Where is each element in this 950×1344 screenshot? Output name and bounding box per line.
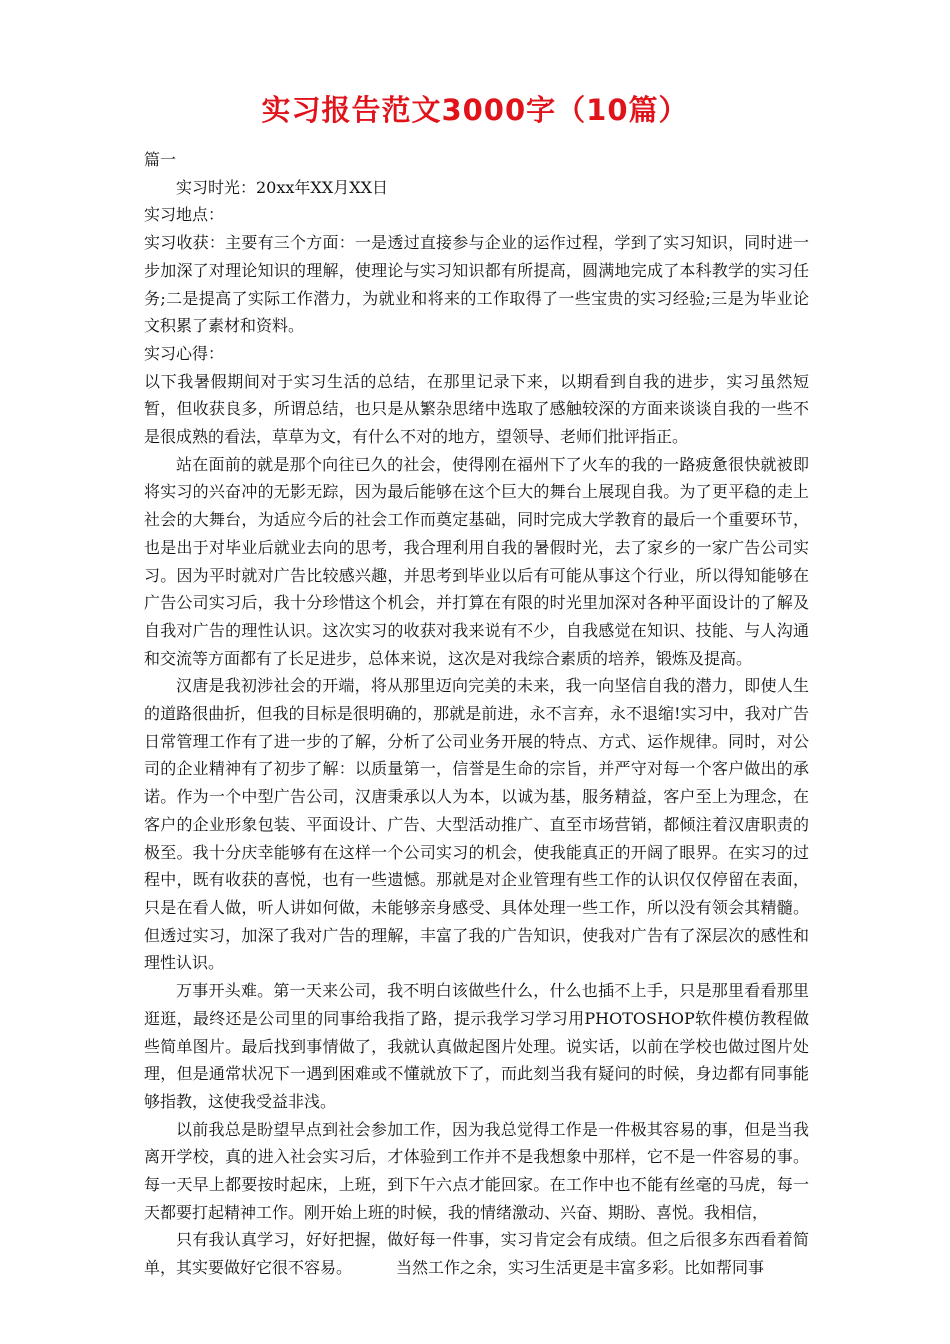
field-internship-gains: 实习收获：主要有三个方面：一是透过直接参与企业的运作过程，学到了实习知识，同时进一步加深了对理论知识的理解，使理论与实习知识都有所提高，圆满地完成了本科教学的实习任务;二是提高了实际工作潜力，为就业和将来的工作取得了一些宝贵的实习经验;三是为毕业论文积累了素材和资料。 — [144, 233, 809, 336]
document-title: 实习报告范文3000字（10篇） — [261, 93, 689, 127]
paragraph-expectation: 以前我总是盼望早点到社会参加工作，因为我总觉得工作是一件极其容易的事，但是当我离开学校，真的进入社会实习后，才体验到工作并不是我想象中那样，它不是一件容易的事。每一天早上都要按时起床，上班，到下午六点才能回家。在工作中也不能有丝毫的马虎，每一天都要打起精神工作。刚开始上班的时候，我的情绪激动、兴奋、期盼、喜悦。我相信， — [144, 1119, 809, 1222]
paragraph-final-part2: 当然工作之余，实习生活更是丰富多彩。比如帮同事 — [396, 1258, 765, 1278]
field-experience-label: 实习心得： — [144, 343, 225, 363]
paragraph-first-day: 万事开头难。第一天来公司，我不明白该做些什么，什么也插不上手，只是那里看看那里逛逛，最终还是公司里的同事给我指了路，提示我学习学习用PHOTOSHOP软件模仿教程做些简单图片。最后找到事情做了，我就认真做起图片处理。说实话，以前在学校也做过图片处理，但是通常状况下一遇到困难或不懂就放下了，而此刻当我有疑问的时候，身边都有同事能够指教，这使我受益非浅。 — [144, 981, 809, 1111]
paragraph-summary: 以下我暑假期间对于实习生活的总结，在那里记录下来，以期看到自我的进步，实习虽然短暂，但收获良多，所谓总结，也只是从繁杂思绪中选取了感触较深的方面来谈谈自我的一些不是很成熟的看法，草草为文，有什么不对的地方，望领导、老师们批评指正。 — [144, 371, 809, 447]
section-label: 篇一 — [144, 150, 177, 169]
paragraph-final-part1: 只有我认真学习，好好把握，做好每一件事，实习肯定会有成绩。但之后很多东西看着简单，其实要做好它很不容易。 — [144, 1230, 809, 1278]
paragraph-society: 站在面前的就是那个向往已久的社会，使得刚在福州下了火车的我的一路疲惫很快就被即将实习的兴奋冲的无影无踪，因为最后能够在这个巨大的舞台上展现自我。为了更平稳的走上社会的大舞台，为适应今后的社会工作而奠定基础，同时完成大学教育的最后一个重要环节，也是出于对毕业后就业去向的思考，我合理利用自我的暑假时光，去了家乡的一家广告公司实习。因为平时就对广告比较感兴趣，并思考到毕业以后有可能从事这个行业，所以得知能够在广告公司实习后，我十分珍惜这个机会，并打算在有限的时光里加深对各种平面设计的了解及自我对广告的理性认识。这次实习的收获对我来说有不少，自我感觉在知识、技能、与人沟通和交流等方面都有了长足进步，总体来说，这次是对我综合素质的培养，锻炼及提高。 — [144, 454, 809, 668]
paragraph-hantang: 汉唐是我初涉社会的开端，将从那里迈向完美的未来，我一向坚信自我的潜力，即使人生的道路很曲折，但我的目标是很明确的，那就是前进，永不言弃，永不退缩!实习中，我对广告日常管理工作有了进一步的了解，分析了公司业务开展的特点、方式、运作规律。同时，对公司的企业精神有了初步了解：以质量第一，信誉是生命的宗旨，并严守对每一个客户做出的承诺。作为一个中型广告公司，汉唐秉承以人为本，以诚为基，服务精益，客户至上为理念，在客户的企业形象包装、平面设计、广告、大型活动推广、直至市场营销，都倾注着汉唐职责的极至。我十分庆幸能够有在这样一个公司实习的机会，使我能真正的开阔了眼界。在实习的过程中，既有收获的喜悦，也有一些遗憾。那就是对企业管理有些工作的认识仅仅停留在表面，只是在看人做，听人讲如何做，未能够亲身感受、具体处理一些工作，所以没有领会其精髓。但透过实习，加深了我对广告的理解，丰富了我的广告知识，使我对广告有了深层次的感性和理性认识。 — [144, 676, 809, 973]
paragraph-final — [144, 1226, 809, 1281]
field-internship-time: 实习时光：20xx年XX月XX日 — [176, 177, 388, 197]
document-body — [144, 146, 809, 1282]
field-internship-place: 实习地点： — [144, 205, 225, 225]
